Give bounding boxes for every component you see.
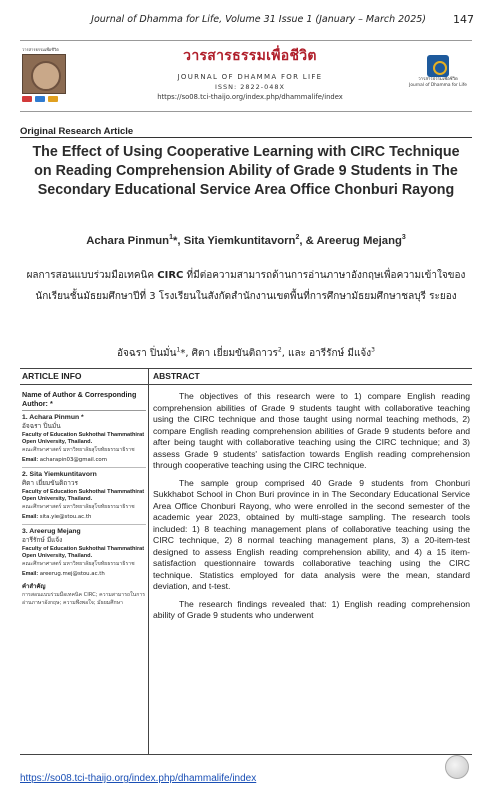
author-separator: , <box>177 234 184 247</box>
cover-logo-text: วารสารธรรมเพื่อชีวิต <box>22 47 59 52</box>
author-affiliation: Faculty of Education Sukhothai Thammathirat Open University, Thailand. <box>22 432 145 445</box>
banner-center <box>130 45 370 101</box>
divider <box>20 137 472 138</box>
badge-disc <box>445 755 469 779</box>
thai-author-line <box>20 346 472 361</box>
author-name: 2. Sita Yiemkuntitavorn <box>22 471 97 478</box>
author-email <box>22 570 146 578</box>
abstract-paragraph: The sample group comprised 40 Grade 9 students from Chonburi Sukkhabot School in Chon Buri province in in The Secondary Educational Service Area Office Chonburi Rayong, who were enrolled in the second semester of the academic year 2023, obtained by multi-stage sampling. The research tools included: 1) 8 teaching management plans of collaborative teaching using the CIRC technique, 2) 8 normal teaching management plans, 3) a 20-item-test designed to assess English reading comprehension ability, and 4) a 15 item-satisfaction questionnaire towards collaborative teaching using the CIRC technique. Statistics employed for data analysis were the mean, standard deviation, and t-test. <box>153 477 470 591</box>
thai-title-circ: CIRC <box>157 270 184 281</box>
author-block <box>22 414 146 464</box>
author-affiliation-thai: คณะศึกษาศาสตร์ มหาวิทยาลัยสุโขทัยธรรมาธิราช <box>22 447 135 453</box>
thai-author-name: , และ อารีรักษ์ มีแจ้ง <box>281 348 372 359</box>
thai-title-part: ผลการสอนแบบร่วมมือเทคนิค <box>26 270 158 281</box>
author-name: 1. Achara Pinmun * <box>22 414 84 421</box>
journal-thai-name: วารสารธรรมเพื่อชีวิต <box>183 48 317 64</box>
page-number: 147 <box>453 13 474 26</box>
index-badge <box>22 96 32 102</box>
frame-bottom-rule <box>20 754 472 755</box>
index-badge <box>48 96 58 102</box>
journal-url[interactable]: https://so08.tci-thaijo.org/index.php/dhammalife/index <box>157 93 343 101</box>
journal-logo <box>406 55 470 99</box>
author-email <box>22 456 146 464</box>
journal-english-name: JOURNAL OF DHAMMA FOR LIFE <box>177 73 323 81</box>
running-head-journal: Journal of Dhamma for Life, Volume 31 Issue 1 (January – March 2025) <box>91 14 426 25</box>
author-affiliation-thai: คณะศึกษาศาสตร์ มหาวิทยาลัยสุโขทัยธรรมาธิราช <box>22 561 135 567</box>
author-thai-name: อัจฉรา ปิ่นมั่น <box>22 422 61 430</box>
footer-journal-link[interactable]: https://so08.tci-thaijo.org/index.php/dhammalife/index <box>20 773 257 784</box>
divider <box>22 410 146 411</box>
cover-image <box>22 54 66 94</box>
author-affiliation: Faculty of Education Sukhothai Thammathirat Open University, Thailand. <box>22 546 145 559</box>
author-block <box>22 528 146 578</box>
email-address[interactable]: sita.yie@stou.ac.th <box>39 514 92 520</box>
author-name: Achara Pinmun <box>86 234 170 247</box>
author-affiliation-thai: คณะศึกษาศาสตร์ มหาวิทยาลัยสุโขทัยธรรมาธิราช <box>22 504 135 510</box>
keywords: การสอนแบบร่วมมือเทคนิค CIRC; ความสามารถในการอ่านภาษาอังกฤษ; ความพึงพอใจ; มัธยมศึกษา <box>22 592 146 606</box>
author-affil-sup: 1 <box>176 346 181 354</box>
right-logo-thai: วารสารธรรมเพื่อชีวิต <box>418 77 458 82</box>
author-affil-sup: 2 <box>295 234 300 241</box>
author-name: Sita Yiemkuntitavorn <box>183 234 296 247</box>
thai-title <box>20 265 472 307</box>
right-logo-en: Journal of Dhamma for Life <box>409 82 467 88</box>
author-thai-name: ศิตา เยี่ยมขันติถาวร <box>22 479 79 487</box>
abstract-paragraph: The objectives of this research were to 1) compare English reading comprehension abilities of Grade 9 students taught with collaborative teaching using the CIRC technique and those taught using normal teaching methods, 2) compare English reading comprehension abilities of Grade 9 students before and after being taught with collaborative teaching using the CIRC technique; and 3) assess Grade 9 students' satisfaction towards English reading comprehension through cooperative teaching using the CIRC technique. <box>153 391 470 470</box>
article-info-panel <box>22 371 146 607</box>
author-block <box>22 471 146 521</box>
author-thai-name: อารีรักษ์ มีแจ้ง <box>22 536 63 544</box>
author-email <box>22 513 146 521</box>
author-affil-sup: 1 <box>169 234 173 241</box>
email-address[interactable]: acharapin03@gmail.com <box>39 457 107 463</box>
email-address[interactable]: areerug.mej@stou.ac.th <box>39 571 105 577</box>
corresponding-mark: * <box>180 348 186 359</box>
author-affil-sup: 2 <box>277 346 282 354</box>
journal-issn: ISSN: 2822-048X <box>214 83 286 91</box>
tci-badge-icon <box>442 755 472 785</box>
article-info-header: ARTICLE INFO <box>22 371 82 381</box>
journal-logo-icon <box>427 55 449 77</box>
email-label: Email: <box>22 571 40 577</box>
author-affil-sup: 3 <box>401 234 406 241</box>
email-label: Email: <box>22 514 40 520</box>
author-affiliation: Faculty of Education Sukhothai Thammathirat Open University, Thailand. <box>22 489 145 502</box>
email-label: Email: <box>22 457 40 463</box>
corresponding-mark: * <box>173 234 178 247</box>
journal-banner <box>20 40 472 112</box>
author-affil-sup: 3 <box>371 346 375 354</box>
index-badges <box>22 96 88 102</box>
author-name: 3. Areerug Mejang <box>22 528 81 535</box>
thai-author-name: , ศิตา เยี่ยมขันติถาวร <box>185 348 278 359</box>
article-title: The Effect of Using Cooperative Learning with CIRC Technique on Reading Comprehension Ability of Grade 9 Students in The Secondary Educational Service Area Office Chonburi Rayong <box>32 144 460 198</box>
index-badge <box>35 96 45 102</box>
running-head <box>0 12 490 32</box>
thai-author-name: อัจฉรา ปิ่นมั่น <box>117 348 177 359</box>
author-name: Areerug Mejang <box>316 234 402 247</box>
divider <box>22 467 146 468</box>
column-divider <box>148 368 149 754</box>
corresponding-author-label: Name of Author & Corresponding Author: * <box>22 390 137 408</box>
thai-title-part: ที่มีต่อความสามารถด้านการอ่านภาษาอังกฤษเพื่อความเข้าใจของนักเรียนชั้นมัธยมศึกษาปีที่ 3 โรงเรียนในสังกัดสำนักงานเขตพื้นที่การศึกษามัธยมศึกษาชลบุรี ระยอง <box>35 270 466 302</box>
author-separator: , & <box>299 234 317 247</box>
article-type: Original Research Article <box>20 126 134 137</box>
divider <box>22 524 146 525</box>
abstract-section <box>153 371 470 622</box>
keywords-label: คำสำคัญ <box>22 583 46 590</box>
divider <box>20 384 148 385</box>
abstract-paragraph: The research findings revealed that: 1) English reading comprehension ability of Grade 9 students who underwent <box>153 598 470 620</box>
divider <box>148 384 472 385</box>
author-line <box>20 234 472 247</box>
abstract-header: ABSTRACT <box>153 371 200 381</box>
journal-cover-logo <box>22 47 88 105</box>
